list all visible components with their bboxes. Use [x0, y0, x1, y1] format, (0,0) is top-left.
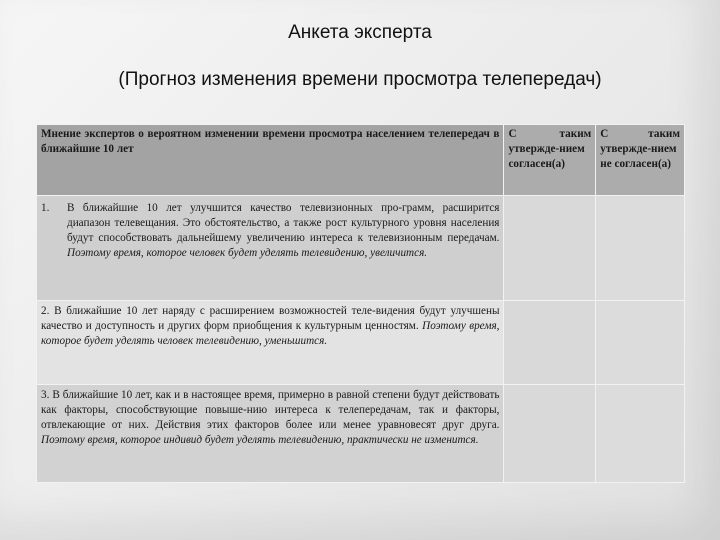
statement-number: 1.	[41, 202, 50, 214]
disagree-checkbox-cell-3[interactable]	[596, 385, 685, 483]
statement-text: В ближайшие 10 лет, как и в настоящее время, примерно в равной степени будут действовать как факторы, способствующие повыше-нию интереса к телепередачам, так и факторы, отвлекающие от них. Действия этих факторов более или менее уравновесят друг друга.	[41, 389, 500, 431]
statement-text: В ближайшие 10 лет наряду с расширением возможностей теле-видения будут улучшены качество и доступность и других форм приобщения к культурным ценностям.	[41, 305, 500, 332]
statement-conclusion: Поэтому время, которое человек будет уделять телевидению, увеличится.	[67, 246, 428, 259]
header-disagree: С таким утвержде-нием не согласен(а)	[596, 125, 685, 196]
agree-checkbox-cell-3[interactable]	[504, 385, 596, 483]
slide-title: Анкета эксперта	[288, 22, 432, 43]
table-row	[37, 301, 685, 385]
header-opinion: Мнение экспертов о вероятном изменении времени просмотра населением телепередач в ближайшие 10 лет	[37, 125, 504, 196]
agree-checkbox-cell-2[interactable]	[504, 301, 596, 385]
expert-survey-table	[36, 124, 685, 483]
statement-cell-3	[37, 385, 504, 483]
table-row	[37, 385, 685, 483]
statement-cell-2	[37, 301, 504, 385]
table-row	[37, 196, 685, 301]
header-agree: С таким утвержде-нием согласен(а)	[504, 125, 596, 196]
agree-checkbox-cell-1[interactable]	[504, 196, 596, 301]
disagree-checkbox-cell-1[interactable]	[596, 196, 685, 301]
statement-cell-1	[37, 196, 504, 301]
statement-number: 3.	[41, 389, 50, 401]
statement-number: 2.	[41, 305, 50, 317]
table-header-row	[37, 125, 685, 196]
slide-subtitle: (Прогноз изменения времени просмотра телепередач)	[118, 69, 602, 90]
disagree-checkbox-cell-2[interactable]	[596, 301, 685, 385]
statement-conclusion: Поэтому время, которое будет уделять человек телевидению, уменьшится.	[41, 319, 500, 347]
statement-text: В ближайшие 10 лет улучшится качество телевизионных про-грамм, расширится диапазон телевещания. Это обстоятельство, а также рост культурного уровня населения будут способствовать дальнейшему увеличению интереса к телевизионным передачам. Поэтому время, которое человек будет уделять телевидению, увеличится.	[67, 202, 500, 259]
statement-conclusion: Поэтому время, которое индивид будет уделять телевидению, практически не изменится.	[41, 433, 479, 446]
